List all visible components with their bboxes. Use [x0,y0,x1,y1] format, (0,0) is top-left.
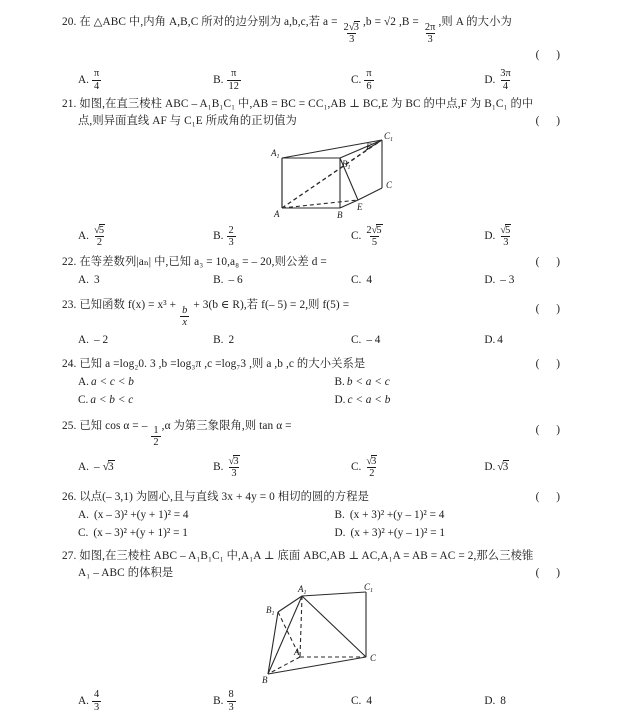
figure-prism-abc-a1b1c1-volume [62,582,591,686]
question-25-options [62,456,591,480]
option-c[interactable]: C. $\frac{\pi}{6}$ [350,68,372,92]
svg-text:F: F [366,141,372,152]
question-25-number: 25. [62,419,77,432]
question-22-options [62,272,591,289]
option-d[interactable]: D. $\frac{3\pi}{4}$ [484,68,511,92]
answer-paren[interactable]: ( ) [535,491,567,504]
option-b[interactable]: B. 2 [213,333,235,346]
option-c[interactable]: C. 4 [350,694,372,707]
fraction: $\frac{√3}{3}$ [228,455,239,480]
svg-text:B: B [337,209,343,220]
svg-text:B1: $B_1$ [266,605,275,618]
option-a[interactable]: A. $\frac{4}{3}$ [78,689,100,713]
option-d[interactable]: D. – 3 [484,274,515,287]
fraction: $\frac{2}{3}$ [228,224,234,249]
fraction: $\frac{3\pi}{4}$ [500,68,511,92]
option-d[interactable]: D. (x + 3)² +(y – 1)² = 1 [334,527,446,540]
question-23-stem: 23. 已知函数 f(x) = x³ + $\frac{b}{x}$ + 3(b ∈ R),若 f(– 5) = 2,则 f(5) = ( ) [62,299,567,329]
option-c[interactable]: C. a < b < c [78,393,134,406]
option-d[interactable]: D. $\frac{√5}{3}$ [484,225,591,249]
question-21-options [62,225,591,249]
option-c[interactable]: C. – 4 [350,333,381,346]
question-21-line2: 点,则异面直线 AF 与 C₁E 所成角的正切值为 ( ) [62,113,591,130]
option-c[interactable]: C. $\frac{2√5}{5}$ [351,225,484,249]
question-23-number: 23. [62,299,77,312]
option-b[interactable]: B. b < a < c [334,375,390,388]
option-b[interactable]: B. $\frac{\pi}{12}$ [213,68,239,92]
svg-text:A1: $A_1$ [271,147,280,160]
svg-text:A: A [274,208,280,219]
option-a[interactable]: A. 3 [78,274,100,287]
question-23-options [62,332,591,349]
question-26-options-row2 [62,525,591,542]
fraction: $\frac{\pi}{6}$ [366,68,372,92]
option-a[interactable]: A. – 2 [78,333,109,346]
question-21-number: 21. [62,97,77,110]
svg-text:A: A [294,647,300,658]
option-b[interactable]: B. – 6 [213,274,243,287]
option-d[interactable]: D. √3 [484,461,509,473]
answer-paren[interactable]: ( ) [535,567,567,580]
question-20-stem [62,14,591,45]
answer-paren[interactable]: ( ) [535,256,567,269]
question-24 [62,356,591,409]
option-c[interactable]: C. (x – 3)² +(y + 1)² = 1 [78,527,188,540]
question-22-number: 22. [62,256,77,269]
option-a[interactable]: A. $\frac{√5}{2}$ [78,225,213,249]
option-c[interactable]: C. $\frac{√3}{2}$ [351,456,484,480]
question-22-stem: 22. 在等差数列|aₙ| 中,已知 a₃ = 10,a₈ = – 20,则公差 d = ( ) [62,254,591,271]
fraction: $\frac{√5}{3}$ [500,224,511,249]
fraction: $\frac{4}{3}$ [93,689,100,713]
fraction: $\frac{2√3}{3}$ [343,21,359,46]
answer-paren[interactable]: ( ) [535,114,567,127]
option-d[interactable]: D. 8 [484,694,506,707]
option-b[interactable]: B. $\frac{8}{3}$ [213,689,234,713]
svg-text:E: E [357,201,363,212]
answer-paren[interactable]: ( ) [535,49,567,62]
option-a[interactable]: A. – √3 [78,461,114,473]
fraction: $\frac{2\pi}{3}$ [424,21,436,45]
option-a[interactable]: A. $\frac{\pi}{4}$ [78,68,100,92]
question-23 [62,297,591,348]
question-27 [62,548,591,712]
option-d[interactable]: D. c < a < b [334,393,391,406]
question-20-options [62,68,591,91]
figure-prism-abc-a1b1c1 [62,130,591,222]
question-21 [62,96,591,249]
answer-paren[interactable]: ( ) [535,423,567,436]
question-24-options-row2 [62,392,591,409]
option-d[interactable]: D. 4 [484,333,503,346]
fraction: $\frac{2√5}{5}$ [366,224,382,249]
question-27-number: 27. [62,550,77,563]
svg-text:B: B [262,675,268,686]
answer-paren[interactable]: ( ) [535,303,567,316]
svg-text:C1: $C_1$ [384,130,394,143]
question-25-stem: 25. 已知 cos α = – $\frac{1}{2}$ ,α 为第三象限角,则 tan α = ( ) [62,419,567,449]
question-27-line2: A₁ – ABC 的体积是 ( ) [62,565,591,582]
svg-text:B1: $B_1$ [342,158,351,171]
question-24-stem: 24. 已知 a =log₂0. 3 ,b =log₃π ,c =log₇3 ,则 a ,b ,c 的大小关系是 ( ) [62,356,591,373]
question-21-line1: 21. 如图,在直三棱柱 ABC – A₁B₁C₁ 中,AB = BC = CC₁,AB ⊥ BC,E 为 BC 的中点,F 为 B₁C₁ 的中 [62,97,534,110]
svg-text:C: C [386,179,393,190]
option-b[interactable]: B. $\frac{2}{3}$ [213,224,234,249]
question-25 [62,418,591,480]
question-26-stem: 26. 以点(– 3,1) 为圆心,且与直线 3x + 4y = 0 相切的圆的方程是 ( ) [62,489,591,506]
question-24-number: 24. [62,357,77,370]
fraction: $\frac{√5}{2}$ [93,224,104,249]
fraction: $\frac{\pi}{4}$ [93,68,100,92]
question-20-answer-blank-row [62,45,591,65]
question-20-text: 在 △ABC 中,内角 A,B,C 所对的边分别为 a,b,c,若 a = $\frac{2√3}{3}$ ,b = √2 ,B = $\frac{2\pi}{3}$ ,则 A 的大小为 [79,16,512,46]
option-b[interactable]: B. $\frac{√3}{3}$ [213,456,351,480]
option-c[interactable]: C. 4 [350,274,372,287]
fraction: $\frac{\pi}{12}$ [228,68,239,92]
svg-text:A1: $A_1$ [298,584,307,597]
question-20 [62,14,591,92]
fraction: $\frac{8}{3}$ [228,689,234,713]
option-a[interactable]: A. a < c < b [78,375,134,388]
question-20-number: 20. [62,16,77,28]
option-b[interactable]: B. (x + 3)² +(y – 1)² = 4 [334,509,445,522]
option-a[interactable]: A. (x – 3)² +(y + 1)² = 4 [78,509,189,522]
fraction: $\frac{1}{2}$ [153,425,159,449]
question-22 [62,254,591,289]
answer-paren[interactable]: ( ) [535,357,567,370]
question-26-number: 26. [62,491,77,504]
question-27-options [62,689,591,712]
svg-text:C1: $C_1$ [364,582,374,595]
question-26 [62,489,591,542]
question-26-options-row1 [62,507,591,524]
svg-text:C: C [370,653,377,664]
question-27-line1: 27. 如图,在三棱柱 ABC – A₁B₁C₁ 中,A₁A ⊥ 底面 ABC,AB ⊥ AC,A₁A = AB = AC = 2,那么三棱锥 [62,550,534,563]
question-24-options-row1 [62,374,591,391]
fraction: $\frac{b}{x}$ [182,305,188,329]
fraction: $\frac{√3}{2}$ [366,455,377,480]
